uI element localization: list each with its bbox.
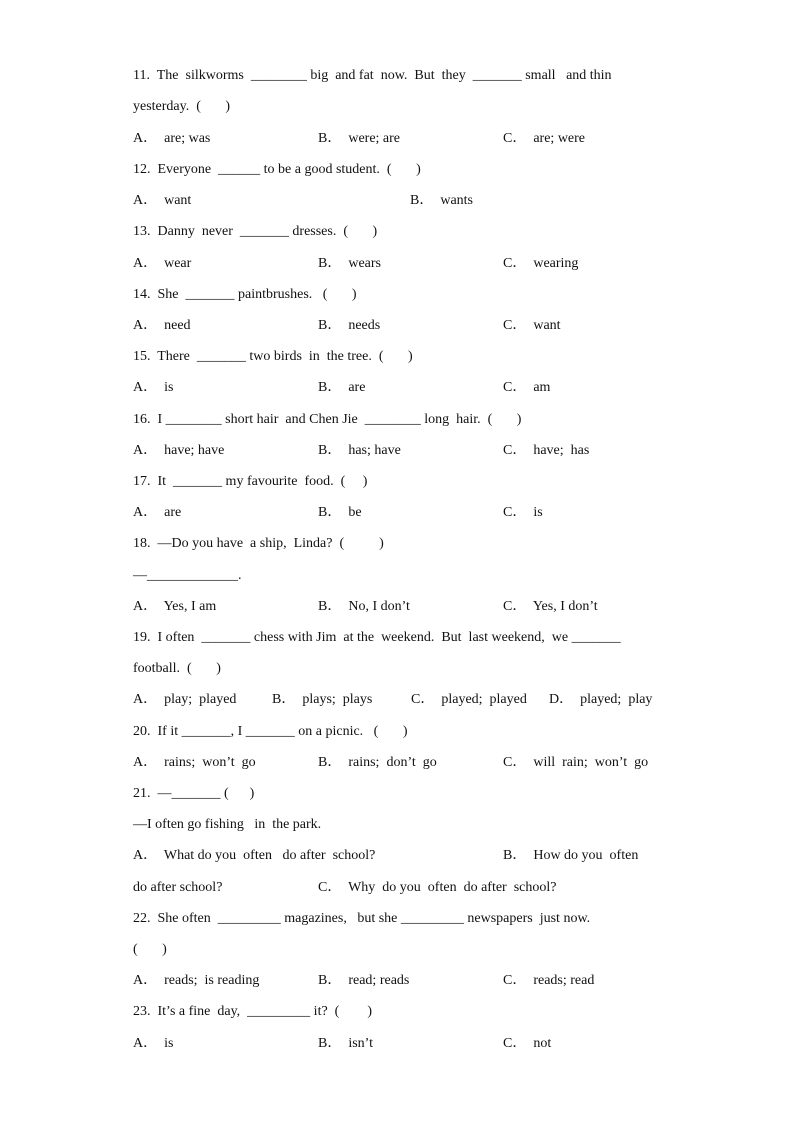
question-23-stem: 23. It’s a fine day, _________ it? ( ) xyxy=(133,1004,372,1019)
question-12-stem: 12. Everyone ______ to be a good student. ( ) xyxy=(133,162,421,177)
question-15-stem: 15. There _______ two birds in the tree. ( ) xyxy=(133,349,413,364)
question-19-stem: 19. I often _______ chess with Jim at the weekend. But last weekend, we _______ xyxy=(133,630,621,645)
question-16-stem: 16. I ________ short hair and Chen Jie ________ long hair. ( ) xyxy=(133,412,522,427)
question-12-option-b: B． wants xyxy=(410,193,473,208)
question-14-stem: 14. She _______ paintbrushes. ( ) xyxy=(133,287,357,302)
question-20-option-c: C． will rain; won’t go xyxy=(503,755,649,770)
question-20-option-a: A． rains; won’t go xyxy=(133,755,256,770)
question-21-option-a: A． What do you often do after school? xyxy=(133,848,376,863)
question-21-option-b: B． How do you often xyxy=(503,848,639,863)
question-21-stem: 21. —_______ ( ) xyxy=(133,786,255,801)
question-21-option-c: C． Why do you often do after school? xyxy=(318,880,557,895)
question-22-option-c: C． reads; read xyxy=(503,973,595,988)
question-14-option-b: B． needs xyxy=(318,318,381,333)
question-18-option-a: A． Yes, I am xyxy=(133,599,217,614)
question-19-option-b: B． plays; plays xyxy=(272,692,373,707)
question-11-option-b: B． were; are xyxy=(318,131,401,146)
question-11-option-c: C． are; were xyxy=(503,131,586,146)
question-16-option-a: A． have; have xyxy=(133,443,225,458)
question-13-stem: 13. Danny never _______ dresses. ( ) xyxy=(133,224,378,239)
question-22-stem-cont: ( ) xyxy=(133,942,167,957)
question-19-option-d: D． played; play xyxy=(549,692,653,707)
question-11-option-a: A． are; was xyxy=(133,131,211,146)
question-23-option-c: C． not xyxy=(503,1036,552,1051)
question-13-option-b: B． wears xyxy=(318,256,381,271)
question-17-stem: 17. It _______ my favourite food. ( ) xyxy=(133,474,368,489)
question-17-option-b: B． be xyxy=(318,505,362,520)
question-19-option-c: C． played; played xyxy=(411,692,527,707)
question-21-option-b-cont: do after school? xyxy=(133,880,223,895)
question-22-stem: 22. She often _________ magazines, but she _________ newspapers just now. xyxy=(133,911,591,926)
question-19-option-a: A． play; played xyxy=(133,692,237,707)
question-15-option-c: C． am xyxy=(503,380,551,395)
question-18-answer-blank: —_____________. xyxy=(133,568,242,583)
question-12-option-a: A． want xyxy=(133,193,192,208)
question-11-stem-cont: yesterday. ( ) xyxy=(133,99,231,114)
question-18-stem: 18. —Do you have a ship, Linda? ( ) xyxy=(133,536,384,551)
question-16-option-c: C． have; has xyxy=(503,443,590,458)
question-18-option-b: B． No, I don’t xyxy=(318,599,410,614)
question-23-option-b: B． isn’t xyxy=(318,1036,373,1051)
question-14-option-c: C． want xyxy=(503,318,561,333)
question-23-option-a: A． is xyxy=(133,1036,174,1051)
question-17-option-c: C． is xyxy=(503,505,543,520)
question-16-option-b: B． has; have xyxy=(318,443,401,458)
question-22-option-a: A． reads; is reading xyxy=(133,973,260,988)
question-13-option-c: C． wearing xyxy=(503,256,579,271)
question-13-option-a: A． wear xyxy=(133,256,192,271)
question-18-option-c: C． Yes, I don’t xyxy=(503,599,598,614)
question-20-stem: 20. If it _______, I _______ on a picnic. ( ) xyxy=(133,724,408,739)
question-20-option-b: B． rains; don’t go xyxy=(318,755,437,770)
question-22-option-b: B． read; reads xyxy=(318,973,410,988)
question-19-stem-cont: football. ( ) xyxy=(133,661,221,676)
question-11-stem: 11. The silkworms ________ big and fat now. But they _______ small and thin xyxy=(133,68,612,83)
question-17-option-a: A． are xyxy=(133,505,182,520)
question-14-option-a: A． need xyxy=(133,318,191,333)
question-15-option-a: A． is xyxy=(133,380,174,395)
question-21-reply: —I often go fishing in the park. xyxy=(133,817,322,832)
question-15-option-b: B． are xyxy=(318,380,366,395)
